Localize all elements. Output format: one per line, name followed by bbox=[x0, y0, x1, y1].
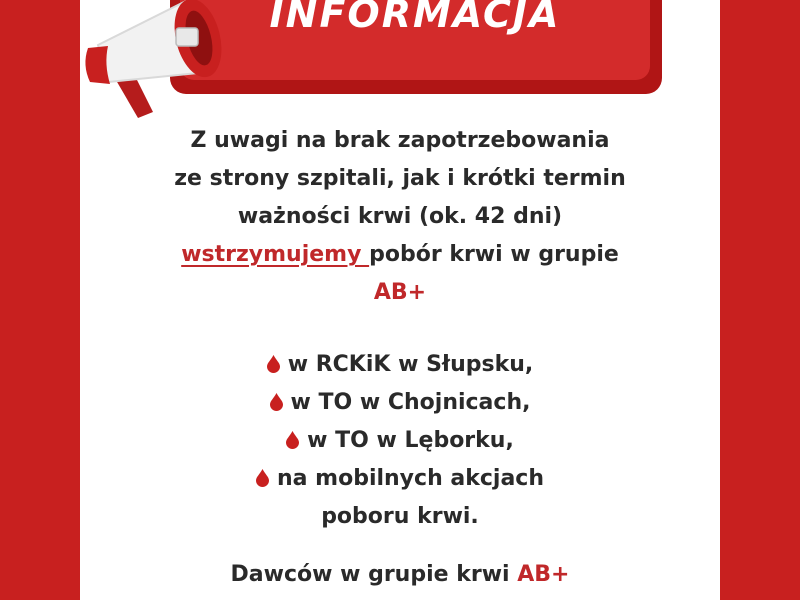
location-tail: poboru krwi. bbox=[321, 504, 479, 529]
banner-title: INFORMACJA bbox=[269, 0, 561, 36]
donors-blood-group: AB+ bbox=[517, 562, 570, 587]
intro-line-2: ze strony szpitali, jak i krótki termin bbox=[174, 166, 626, 191]
intro-line-3: ważności krwi (ok. 42 dni) bbox=[237, 204, 563, 229]
announcement-text bbox=[100, 122, 700, 594]
location-item bbox=[100, 384, 700, 422]
info-banner bbox=[180, 0, 650, 80]
donors-text: Dawców w grupie krwi bbox=[230, 562, 518, 587]
location-item bbox=[100, 346, 700, 384]
location-item bbox=[100, 422, 700, 460]
location-label: w TO w Lęborku, bbox=[307, 428, 514, 453]
donors-line bbox=[100, 556, 700, 594]
location-label: na mobilnych akcjach bbox=[276, 466, 544, 491]
location-label: w TO w Chojnicach, bbox=[290, 390, 531, 415]
intro-line-4-rest: pobór krwi w grupie bbox=[369, 242, 619, 267]
blood-drop-icon bbox=[256, 469, 269, 487]
megaphone-icon bbox=[78, 0, 238, 130]
location-item bbox=[100, 460, 700, 498]
blood-drop-icon bbox=[286, 431, 299, 449]
blood-drop-icon bbox=[270, 393, 283, 411]
intro-line-4 bbox=[100, 236, 700, 274]
blood-drop-icon bbox=[267, 355, 280, 373]
suspension-highlight: wstrzymujemy bbox=[181, 242, 370, 267]
intro-line-1: Z uwagi na brak zapotrzebowania bbox=[190, 128, 610, 153]
blood-group-label: AB+ bbox=[373, 280, 427, 305]
location-label: w RCKiK w Słupsku, bbox=[287, 352, 534, 377]
